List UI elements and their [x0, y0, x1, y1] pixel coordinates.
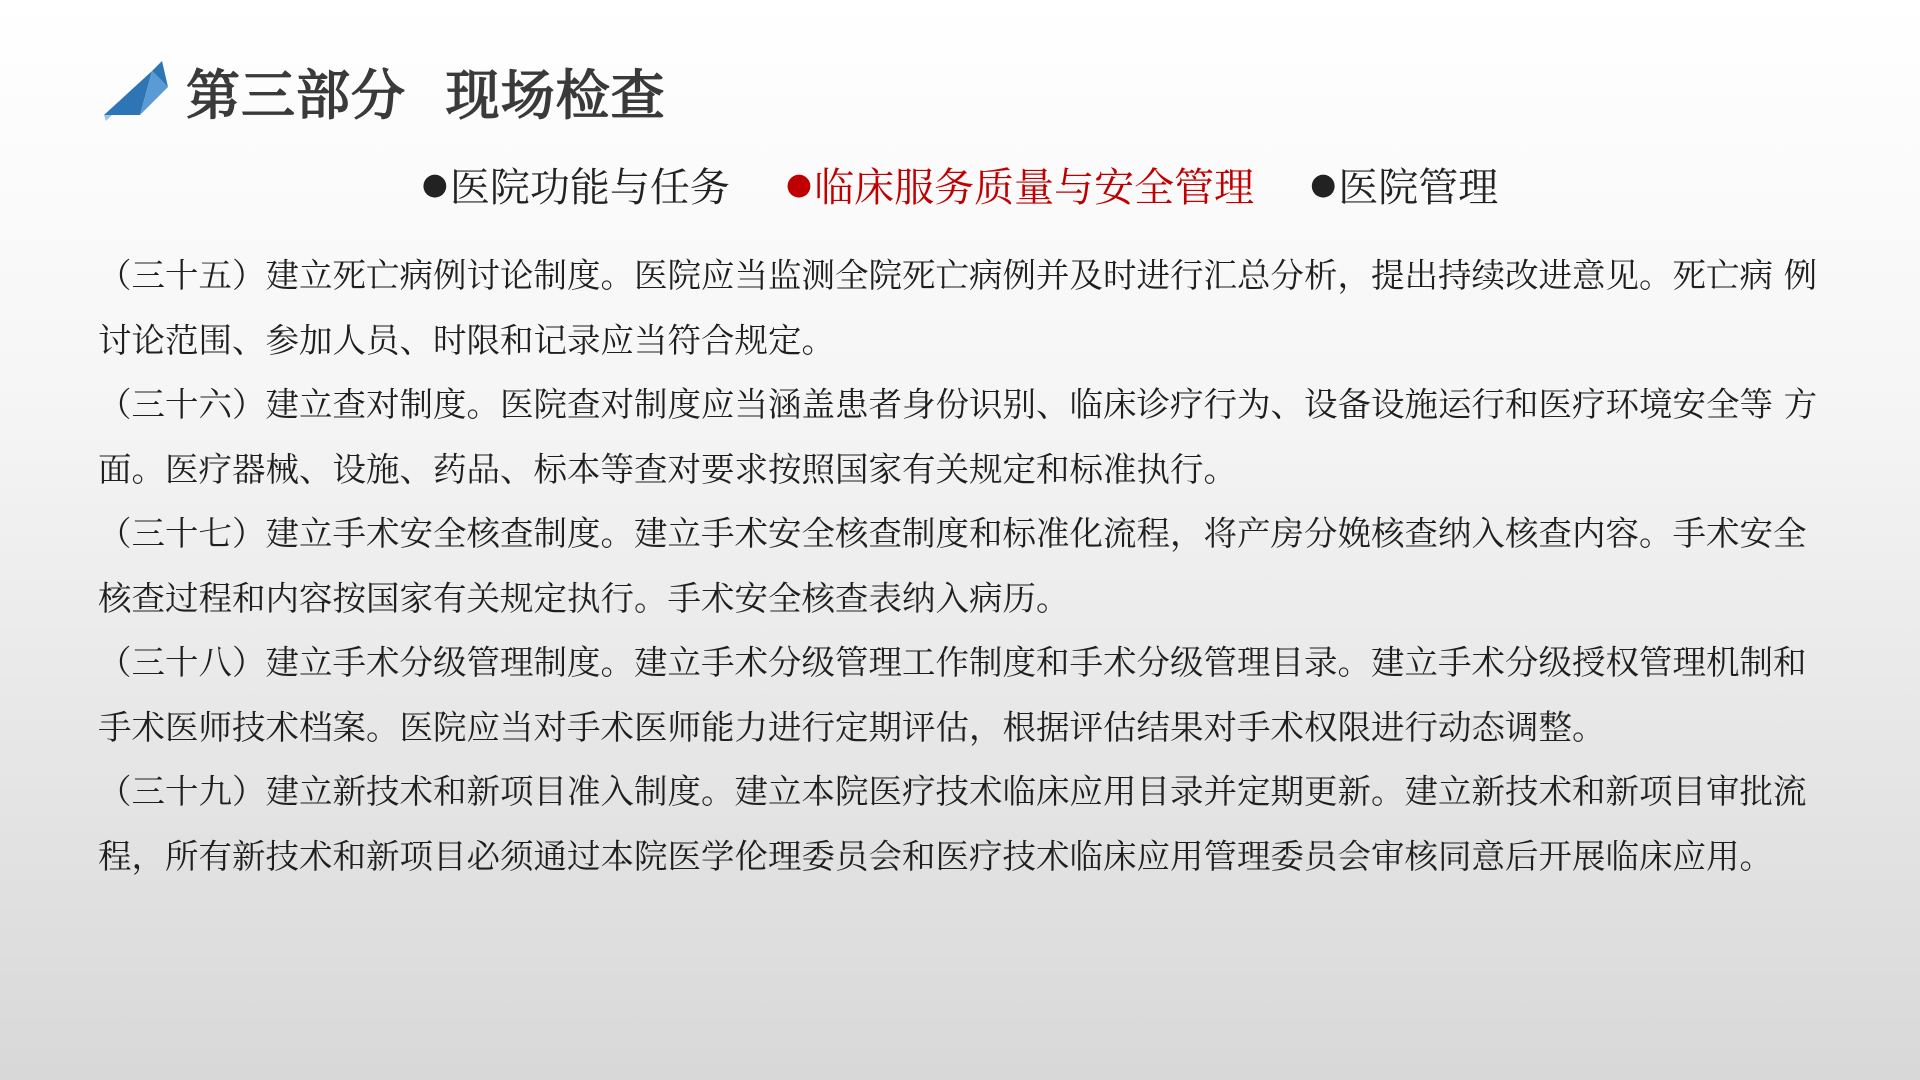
paragraph-35: （三十五）建立死亡病例讨论制度。医院应当监测全院死亡病例并及时进行汇总分析，提出持续改进意见。死亡病 例讨论范围、参加人员、时限和记录应当符合规定。 [98, 256, 1818, 360]
tab-label: 医院功能与任务 [449, 164, 730, 211]
paragraph-36: （三十六）建立查对制度。医院查对制度应当涵盖患者身份识别、临床诊疗行为、设备设施运行和医疗环境安全等 方面。医疗器械、设施、药品、标本等查对要求按照国家有关规定和标准执行。 [98, 385, 1818, 489]
tab-label: 临床服务质量与安全管理 [814, 164, 1255, 211]
tab-clinical-quality-safety[interactable] [786, 156, 1254, 213]
paragraph-37: （三十七）建立手术安全核查制度。建立手术安全核查制度和标准化流程，将产房分娩核查纳入核查内容。手术安全核查过程和内容按国家有关规定执行。手术安全核查表纳入病历。 [98, 514, 1807, 618]
content-body [98, 244, 1828, 889]
tab-hospital-function[interactable] [422, 156, 730, 213]
slide-header [100, 56, 666, 126]
bullet-icon: ● [785, 166, 813, 202]
tab-hospital-management[interactable] [1310, 156, 1498, 213]
bullet-icon: ● [421, 166, 448, 202]
tab-label: 医院管理 [1338, 164, 1499, 211]
page-title: 第三部分 现场检查 [186, 63, 666, 127]
blue-triangle-logo-icon [100, 59, 176, 123]
section-tabs [0, 156, 1920, 212]
paragraph-39: （三十九）建立新技术和新项目准入制度。建立本院医疗技术临床应用目录并定期更新。建立新技术和新项目审批流程，所有新技术和新项目必须通过本院医学伦理委员会和医疗技术临床应用管理委员会审核同意后开展临床应用。 [98, 772, 1807, 876]
paragraph-38: （三十八）建立手术分级管理制度。建立手术分级管理工作制度和手术分级管理目录。建立手术分级授权管理机制和手术医师技术档案。医院应当对手术医师能力进行定期评估，根据评估结果对手术权限进行动态调整。 [98, 643, 1807, 747]
bullet-icon: ● [1310, 166, 1337, 202]
